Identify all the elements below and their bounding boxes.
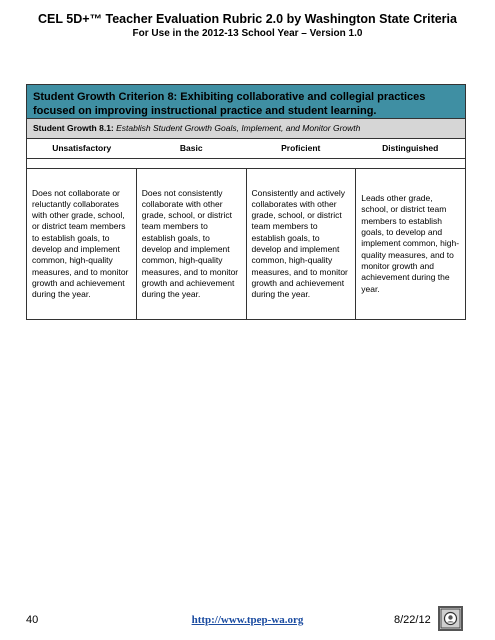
document-subtitle: For Use in the 2012-13 School Year – Version 1.0 — [132, 28, 363, 39]
page-date: 8/22/12 — [394, 614, 431, 626]
sub-criterion-text: Establish Student Growth Goals, Implement, and Monitor Growth — [116, 123, 361, 133]
table-spacer-row — [27, 159, 465, 169]
description-unsatisfactory — [27, 169, 137, 319]
description-text: Does not collaborate or reluctantly collaborates with other grade, school, or district team members to establish goals, to develop and implement common, high-quality measures, and to monitor growth and achievement during the year. — [32, 187, 129, 300]
level-unsatisfactory: Unsatisfactory — [52, 143, 112, 153]
description-basic — [137, 169, 247, 319]
performance-levels-header — [27, 139, 465, 159]
level-distinguished: Distinguished — [382, 143, 439, 153]
level-proficient: Proficient — [281, 143, 321, 153]
description-distinguished — [356, 169, 465, 319]
sub-criterion-row — [27, 119, 465, 139]
rubric-table — [26, 84, 466, 320]
document-title: CEL 5D+™ Teacher Evaluation Rubric 2.0 by Washington State Criteria — [38, 12, 457, 26]
description-text: Leads other grade, school, or district team members to establish goals, to develop and implement common, high-quality measures, and to monitor growth and achievement during the year. — [361, 193, 460, 294]
descriptions-row — [27, 169, 465, 319]
sub-criterion-label: Student Growth 8.1: — [33, 123, 114, 133]
page-number: 40 — [26, 614, 39, 626]
description-text: Consistently and actively collaborates with other grade, school, or district team members to establish goals, to develop and implement common, high-quality measures, and to monitor growth and achievement during the year. — [251, 187, 348, 300]
washington-seal-icon — [438, 606, 463, 631]
criterion-heading: Student Growth Criterion 8: Exhibiting collaborative and collegial practices focused on improving instructional practice and student learning. — [27, 85, 465, 119]
level-basic: Basic — [179, 143, 203, 153]
description-proficient — [247, 169, 357, 319]
tpep-website-link[interactable]: http://www.tpep-wa.org — [191, 614, 304, 626]
description-text: Does not consistently collaborate with other grade, school, or district team members to establish goals, to develop and implement common, high-quality measures, and to monitor growth and achievement during the year. — [141, 187, 239, 300]
